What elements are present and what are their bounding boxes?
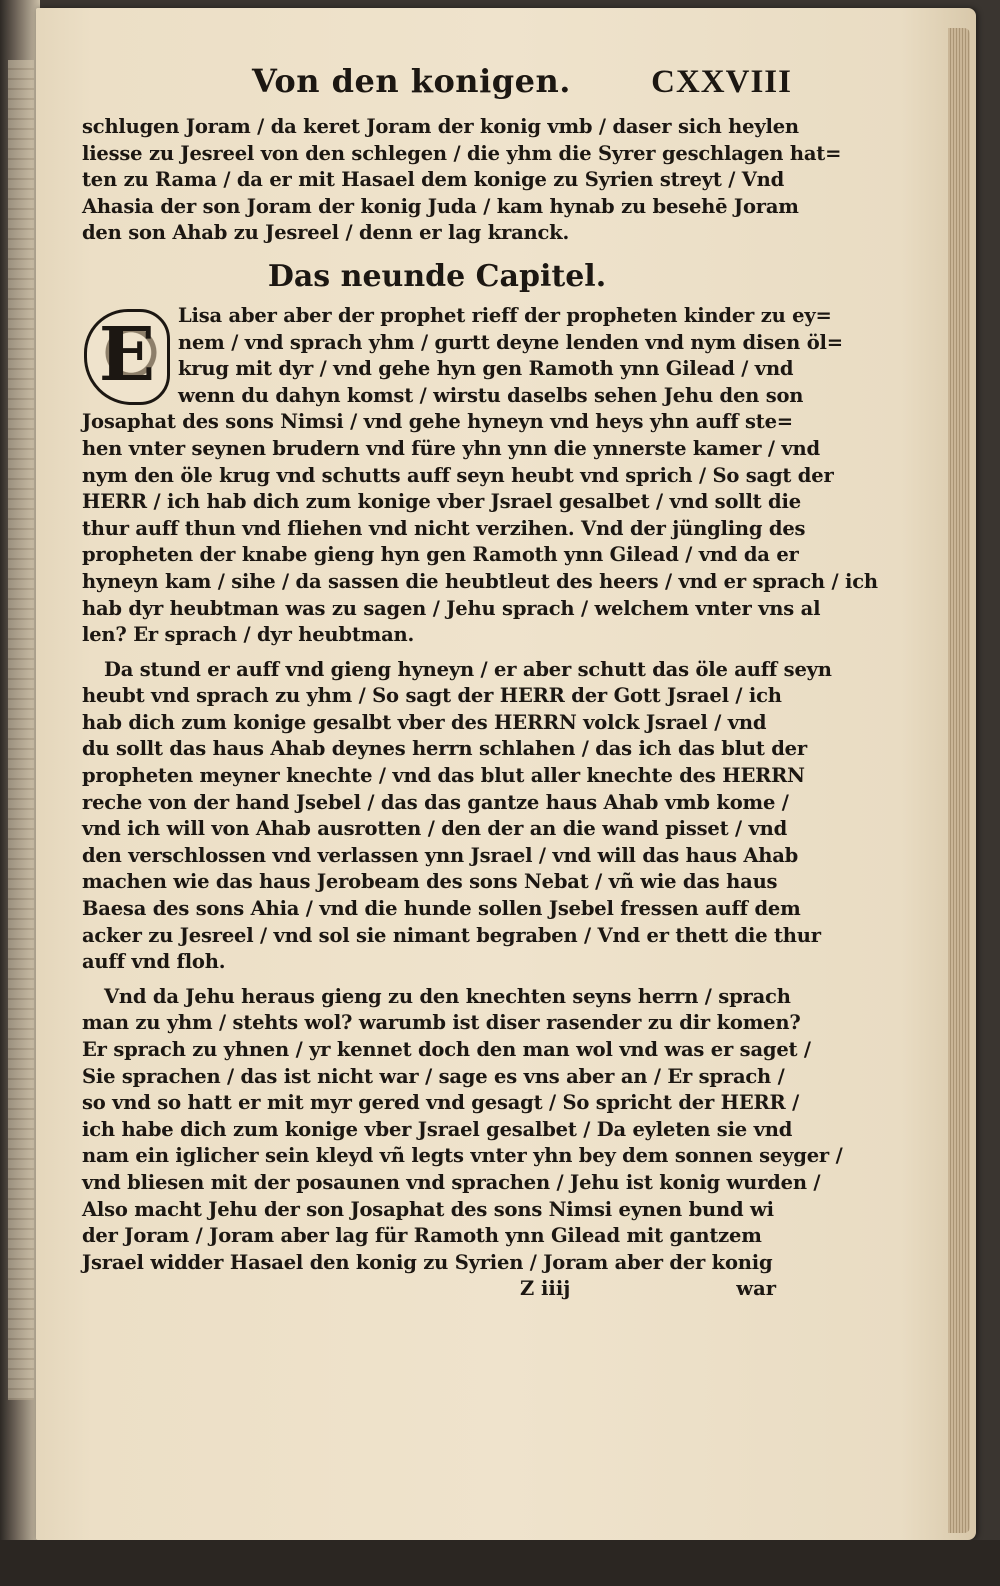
intro-paragraph xyxy=(82,114,842,247)
text-line: nym den öle krug vnd schutts auff seyn heubt vnd sprich / So sagt der xyxy=(82,463,834,487)
text-line: so vnd so hatt er mit myr gered vnd gesagt / So spricht der HERR / xyxy=(82,1091,800,1115)
text-line: Ahasia der son Joram der konig Juda / kam hynab zu besehē Joram xyxy=(82,194,799,218)
text-line: liesse zu Jesreel von den schlegen / die yhm die Syrer geschlagen hat= xyxy=(82,141,842,165)
text-line: schlugen Joram / da keret Joram der konig vmb / daser sich heylen xyxy=(82,115,799,138)
running-head xyxy=(82,62,792,114)
text-line: Jsrael widder Hasael den konig zu Syrien / Joram aber der konig xyxy=(82,1250,773,1274)
text-line: der Joram / Joram aber lag für Ramoth ynn Gilead mit gantzem xyxy=(82,1224,762,1248)
text-line: Da stund er auff vnd gieng hyneyn / er aber schutt das öle auff seyn xyxy=(104,657,832,681)
text-line: Also macht Jehu der son Josaphat des sons Nimsi eynen bund wi xyxy=(82,1197,774,1221)
catchword: war xyxy=(736,1277,776,1301)
text-line: vnd ich will von Ahab ausrotten / den der an die wand pisset / vnd xyxy=(82,817,788,841)
text-line: den verschlossen vnd verlassen ynn Jsrael / vnd will das haus Ahab xyxy=(82,843,799,867)
scan-background xyxy=(0,1540,1000,1586)
text-line: nem / vnd sprach yhm / gurtt deyne lenden vnd nym disen öl= xyxy=(178,330,843,354)
text-line: HERR / ich hab dich zum konige vber Jsrael gesalbet / vnd sollt die xyxy=(82,490,801,514)
text-line: nam ein iglicher sein kleyd vñ legts vnter yhn bey dem sonnen seyger / xyxy=(82,1144,843,1168)
text-line: wenn du dahyn komst / wirstu daselbs sehen Jehu den son xyxy=(178,383,804,407)
text-line: acker zu Jesreel / vnd sol sie nimant begraben / Vnd er thett die thur xyxy=(82,923,821,947)
text-line: Er sprach zu yhnen / yr kennet doch den man wol vnd was er saget / xyxy=(82,1038,811,1061)
text-line: reche von der hand Jsebel / das das gantze haus Ahab vmb kome / xyxy=(82,790,789,814)
text-line: hab dich zum konige gesalbt vber des HERRN volck Jsrael / vnd xyxy=(82,710,767,734)
text-line: thur auff thun vnd fliehen vnd nicht verzihen. Vnd der jüngling des xyxy=(82,516,806,540)
page-text xyxy=(82,62,878,1302)
text-line: Vnd da Jehu heraus gieng zu den knechten seyns herrn / sprach xyxy=(104,984,791,1008)
text-line: du sollt das haus Ahab deynes herrn schlahen / das ich das blut der xyxy=(82,737,807,761)
text-line: krug mit dyr / vnd gehe hyn gen Ramoth ynn Gilead / vnd xyxy=(178,357,794,381)
chapter-heading: Das neunde Capitel. xyxy=(267,258,607,294)
drop-cap-initial: E xyxy=(84,309,170,405)
signature-mark: Z iiij xyxy=(520,1277,571,1301)
text-line: len? Er sprach / dyr heubtman. xyxy=(82,623,415,647)
chapter-opening xyxy=(82,303,878,649)
text-line: ten zu Rama / da er mit Hasael dem konige zu Syrien streyt / Vnd xyxy=(82,168,785,192)
page-footer xyxy=(82,1276,792,1302)
folio-number: CXXVIII xyxy=(651,64,792,100)
text-line: Lisa aber aber der prophet rieff der propheten kinder zu ey= xyxy=(178,303,832,327)
text-line: machen wie das haus Jerobeam des sons Nebat / vñ wie das haus xyxy=(82,870,778,894)
text-line: hen vnter seynen brudern vnd füre yhn ynn die ynnerste kamer / vnd xyxy=(82,436,820,460)
text-line: heubt vnd sprach zu yhm / So sagt der HERR der Gott Jsrael / ich xyxy=(82,684,782,708)
text-line: vnd bliesen mit der posaunen vnd sprachen / Jehu ist konig wurden / xyxy=(82,1170,821,1194)
text-line: man zu yhm / stehts wol? warumb ist diser rasender zu dir komen? xyxy=(82,1011,801,1035)
text-line: propheten der knabe gieng hyn gen Ramoth ynn Gilead / vnd da er xyxy=(82,543,799,567)
running-title: Von den konigen. xyxy=(252,62,571,100)
dropcap-lines xyxy=(82,303,843,409)
text-line: Baesa des sons Ahia / vnd die hunde sollen Jsebel fressen auff dem xyxy=(82,897,801,921)
text-line: hab dyr heubtman was zu sagen / Jehu sprach / welchem vnter vns al xyxy=(82,596,821,620)
paragraph-2 xyxy=(82,657,832,976)
text-line: ich habe dich zum konige vber Jsrael gesalbet / Da eyleten sie vnd xyxy=(82,1117,793,1141)
paragraph-3 xyxy=(82,984,843,1277)
text-line: den son Ahab zu Jesreel / denn er lag kranck. xyxy=(82,221,570,245)
text-line: Josaphat des sons Nimsi / vnd gehe hyneyn vnd heys yhn auff ste= xyxy=(82,410,793,434)
text-line: Sie sprachen / das ist nicht war / sage es vns aber an / Er sprach / xyxy=(82,1064,785,1088)
text-line: hyneyn kam / sihe / da sassen die heubtleut des heers / vnd er sprach / ich xyxy=(82,569,878,593)
text-line: auff vnd floh. xyxy=(82,950,226,974)
page-block-edges xyxy=(948,28,970,1533)
text-line: propheten meyner knechte / vnd das blut aller knechte des HERRN xyxy=(82,764,805,788)
facing-page-edge xyxy=(8,60,34,1400)
